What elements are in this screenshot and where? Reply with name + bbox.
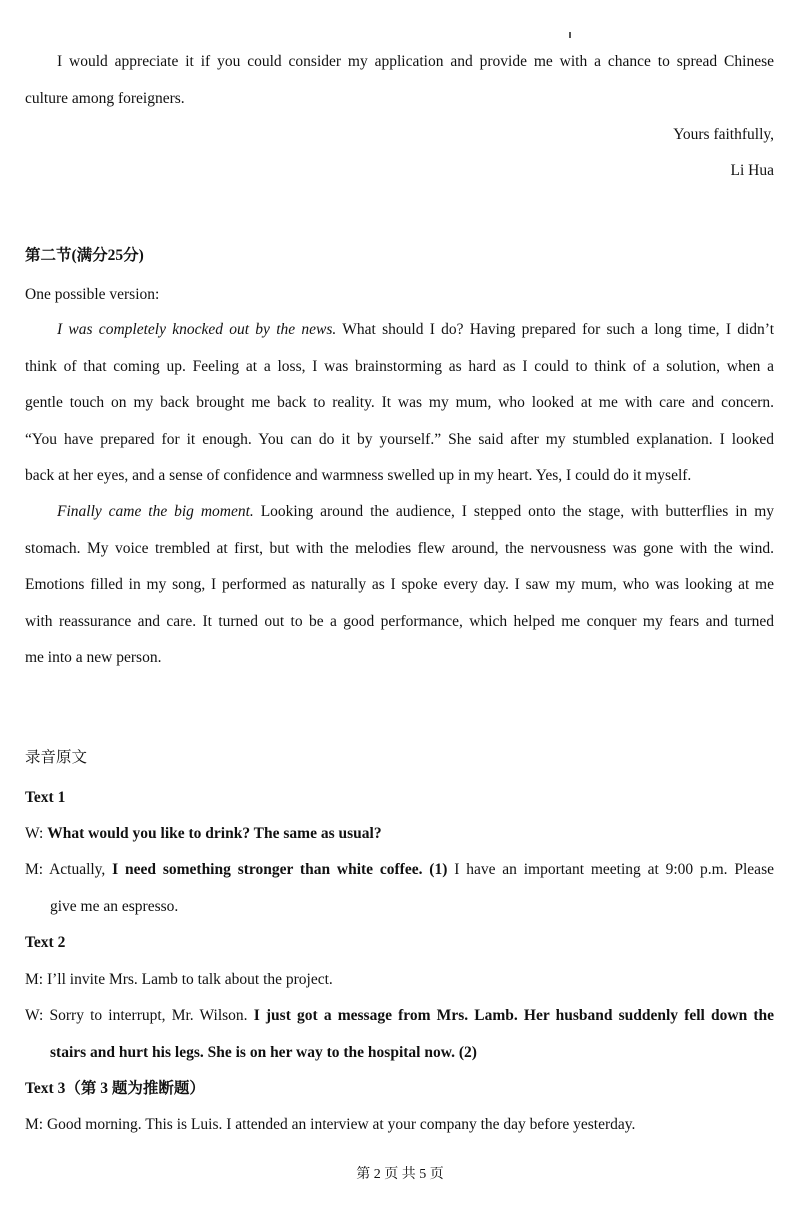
essay-paragraph-line [57,502,774,522]
dialogue-key-sentence: I need something stronger than white coffee. (1) [112,861,448,878]
page-number: 第 2 页 共 5 页 [356,1167,444,1182]
text-label: Text 1 [25,789,66,806]
essay-paragraph-line: Emotions filled in my song, I performed as naturally as I spoke every day. I saw my mum, who was looking at me [25,576,774,593]
essay-paragraph-line: “You have prepared for it enough. You can do it by yourself.” She said after my stumbled explanation. I looked [25,431,774,448]
essay-lead-sentence: I was completely knocked out by the news. [57,321,337,338]
essay-paragraph-line: with reassurance and care. It turned out to be a good performance, which helped me conquer my fears and turned [25,613,774,630]
dialogue-line: give me an espresso. [50,898,179,915]
dialogue-line: stairs and hurt his legs. She is on her way to the hospital now. (2) [50,1044,477,1061]
letter-paragraph-line: culture among foreigners. [25,90,185,107]
essay-text: What should I do? Having prepared for such a long time, I didn’t [336,321,774,338]
text-label: Text 2 [25,934,66,951]
speaker-label: W: [25,825,48,842]
essay-text: Looking around the audience, I stepped onto the stage, with butterflies in my [253,503,775,520]
essay-paragraph-line: stomach. My voice trembled at first, but with the melodies flew around, the nervousness was gone with the wind. [25,540,774,557]
dialogue-line: M: I’ll invite Mrs. Lamb to talk about the project. [25,971,333,988]
essay-paragraph-line: back at her eyes, and a sense of confidence and warmness swelled up in my heart. Yes, I could do it myself. [25,467,692,484]
dialogue-text: W: Sorry to interrupt, Mr. Wilson. [25,1007,254,1024]
scan-mark [569,32,571,38]
dialogue-line [25,824,774,844]
text-label: Text 3（第 3 题为推断题） [25,1080,205,1097]
essay-lead-sentence: Finally came the big moment. [57,503,254,520]
dialogue-line: M: Good morning. This is Luis. I attended an interview at your company the day before yesterday. [25,1116,636,1133]
dialogue-line [25,1006,774,1026]
transcript-heading: 录音原文 [25,749,88,766]
essay-paragraph-line: me into a new person. [25,649,162,666]
essay-paragraph-line [57,320,774,340]
dialogue-text: What would you like to drink? The same as usual? [47,825,382,842]
letter-paragraph-line: I would appreciate it if you could consider my application and provide me with a chance to spread Chinese [57,53,774,70]
essay-paragraph-line: gentle touch on my back brought me back to reality. It was my mum, who looked at me with care and concern. [25,394,774,411]
letter-signature: Li Hua [730,162,774,179]
section-heading: 第二节(满分25分) [25,247,144,264]
speaker-label: M: [25,861,50,878]
dialogue-text: I have an important meeting at 9:00 p.m. Please [447,861,774,878]
essay-paragraph-line: think of that coming up. Feeling at a loss, I was brainstorming as hard as I could to think of a solution, when a [25,358,774,375]
dialogue-line [25,860,774,880]
section-intro: One possible version: [25,286,160,303]
dialogue-key-sentence: I just got a message from Mrs. Lamb. Her husband suddenly fell down the [253,1007,775,1024]
letter-closing: Yours faithfully, [673,126,774,143]
dialogue-text: Actually, [49,861,113,878]
